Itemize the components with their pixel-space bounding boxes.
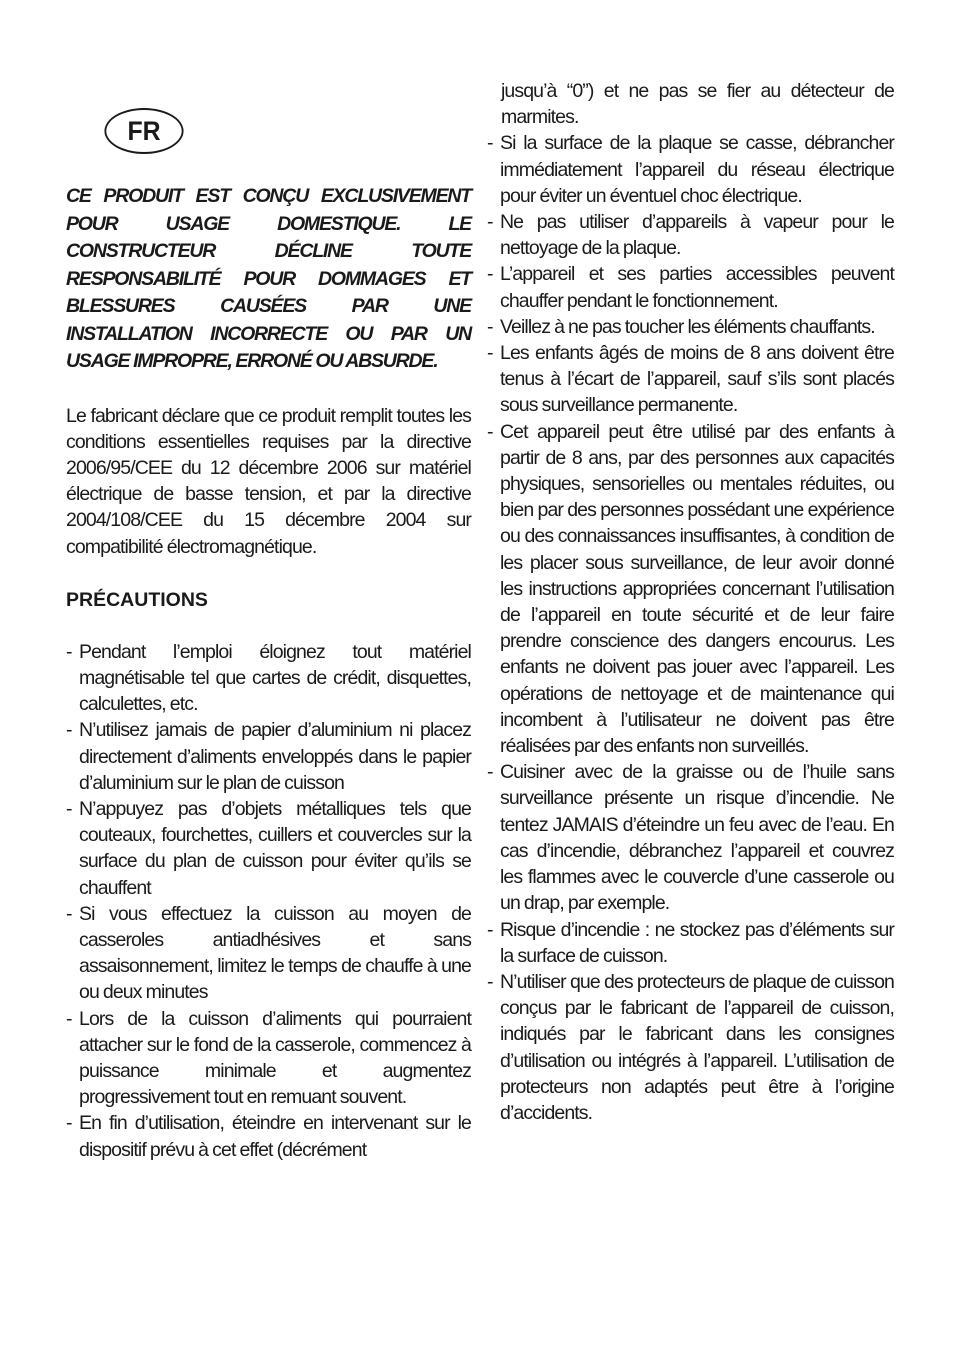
list-item: - Ne pas utiliser d’appareils à vapeur pour le nettoyage de la plaque.	[487, 209, 894, 261]
list-item: - Pendant l’emploi éloignez tout matériel magnétisable tel que cartes de crédit, disquettes, calculettes, etc.	[66, 639, 471, 718]
list-item: - N’utiliser que des protecteurs de plaque de cuisson conçus par le fabricant de l’appareil de cuisson, indiqués par le fabricant dans les consignes d’utilisation ou intégrés à l’appareil. L’utilisation de protecteurs non adaptés peut être à l’origine d’accidents.	[487, 969, 894, 1126]
list-item: - N’appuyez pas d’objets métalliques tels que couteaux, fourchettes, cuillers et couvercles sur la surface du plan de cuisson pour éviter qu’ils se chauffent	[66, 796, 471, 901]
list-continuation: jusqu’à “0”) et ne pas se fier au détecteur de marmites.	[501, 80, 894, 129]
right-column	[487, 78, 894, 1126]
safety-warning: CE PRODUIT EST CONÇU EXCLUSIVEMENT POUR USAGE DOMESTIQUE. LE CONSTRUCTEUR DÉCLINE TOUTE RESPONSABILITÉ POUR DOMMAGES ET BLESSURES CAUSÉES PAR UNE INSTALLATION INCORRECTE OU PAR UN USAGE IMPROPRE, ERRONÉ OU ABSURDE.	[66, 185, 471, 372]
list-item: - Veillez à ne pas toucher les éléments chauffants.	[487, 314, 894, 340]
precautions-list	[66, 639, 471, 1163]
precautions-list-continued	[487, 130, 894, 1126]
section-heading: PRÉCAUTIONS	[66, 588, 208, 611]
conformity-declaration: Le fabricant déclare que ce produit remplit toutes les conditions essentielles requises par la directive 2006/95/CEE du 12 décembre 2006 sur matériel électrique de basse tension, et par la directive 2004/108/CEE du 15 décembre 2004 sur compatibilité électromagnétique.	[66, 404, 471, 558]
list-item: - Si la surface de la plaque se casse, débrancher immédiatement l’appareil du réseau électrique pour éviter un éventuel choc électrique.	[487, 130, 894, 209]
language-badge: FR	[104, 108, 183, 154]
list-item: - Risque d’incendie : ne stockez pas d’éléments sur la surface de cuisson.	[487, 917, 894, 969]
list-item: - N’utilisez jamais de papier d’aluminium ni placez directement d’aliments enveloppés dans le papier d’aluminium sur le plan de cuisson	[66, 717, 471, 796]
list-item: - Les enfants âgés de moins de 8 ans doivent être tenus à l’écart de l’appareil, sauf s’ils sont placés sous surveillance permanente.	[487, 340, 894, 419]
left-column	[66, 183, 471, 1163]
list-item: - Cet appareil peut être utilisé par des enfants à partir de 8 ans, par des personnes aux capacités physiques, sensorielles ou mentales réduites, ou bien par des personnes possédant une expérience ou des connaissances insuffisantes, à condition de les placer sous surveillance, de leur avoir donné les instructions appropriées concernant l’utilisation de l’appareil en toute sécurité et de leur faire prendre conscience des dangers encourus. Les enfants ne doivent pas jouer avec l’appareil. Les opérations de nettoyage et de maintenance qui incombent à l’utilisateur ne doivent pas être réalisées par des enfants non surveillés.	[487, 419, 894, 760]
list-item: - L’appareil et ses parties accessibles peuvent chauffer pendant le fonctionnement.	[487, 261, 894, 313]
list-item: - En fin d’utilisation, éteindre en intervenant sur le dispositif prévu à cet effet (décrément	[66, 1110, 471, 1162]
list-item: - Lors de la cuisson d’aliments qui pourraient attacher sur le fond de la casserole, commencez à puissance minimale et augmentez progressivement tout en remuant souvent.	[66, 1006, 471, 1111]
list-item: - Si vous effectuez la cuisson au moyen de casseroles antiadhésives et sans assaisonnement, limitez le temps de chauffe à une ou deux minutes	[66, 901, 471, 1006]
list-item: - Cuisiner avec de la graisse ou de l’huile sans surveillance présente un risque d’incendie. Ne tentez JAMAIS d’éteindre un feu avec de l’eau. En cas d’incendie, débranchez l’appareil et couvrez les flammes avec le couvercle d’une casserole ou un drap, par exemple.	[487, 759, 894, 916]
